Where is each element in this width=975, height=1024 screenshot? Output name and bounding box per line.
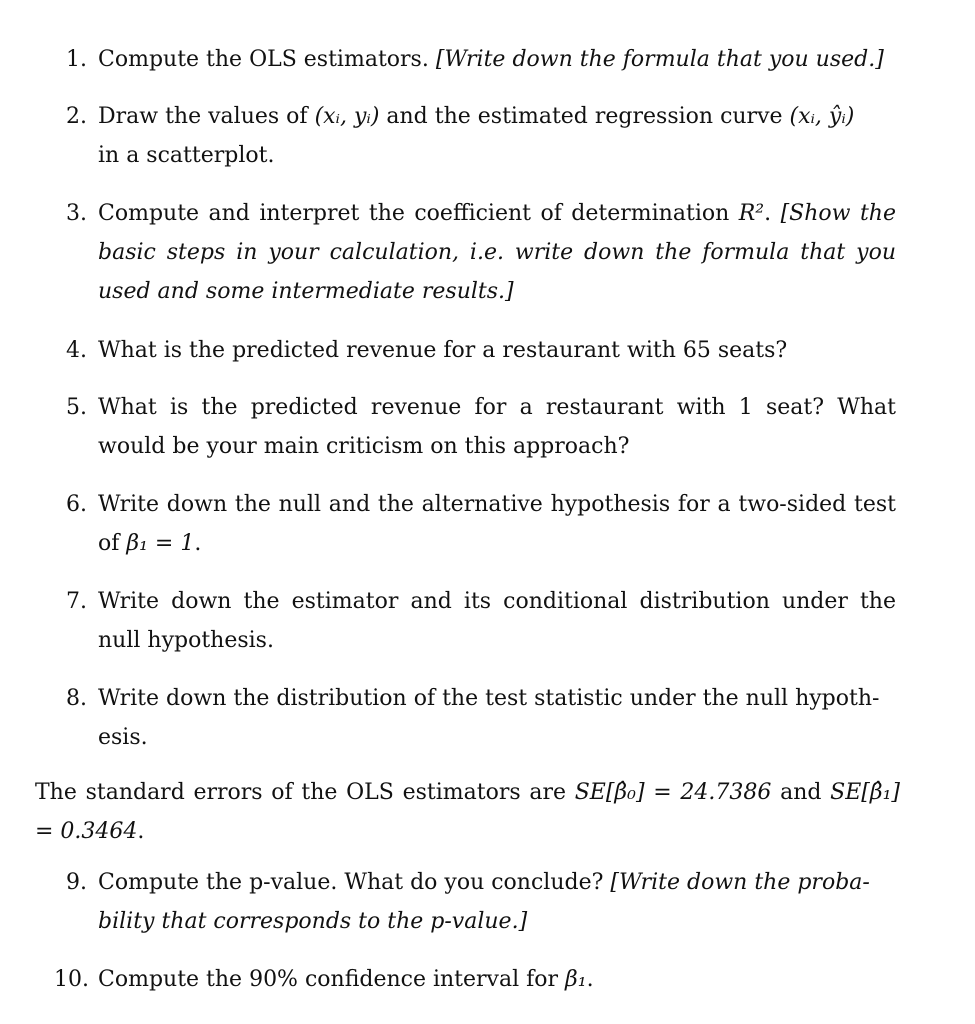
question-number: 3.	[66, 201, 87, 226]
question-punct: .	[586, 967, 594, 992]
question-punct: .	[764, 201, 772, 226]
question-number: 9.	[66, 870, 87, 895]
question-number: 4.	[66, 338, 87, 363]
question-number: 5.	[66, 395, 87, 420]
question-text: What is the predicted revenue for a restaurant with 1 seat? What would be your main criticism on this approach?	[98, 395, 896, 459]
question-number: 10.	[54, 967, 89, 992]
question-text-start: Draw the values of	[98, 104, 315, 129]
math-se-beta0: SE[β̂₀] = 24.7386	[574, 780, 772, 805]
question-7	[66, 582, 896, 660]
math-beta1: β₁	[565, 967, 587, 992]
standard-errors-paragraph	[35, 773, 900, 851]
question-2	[66, 97, 896, 175]
paragraph-text-middle: and	[771, 780, 831, 805]
question-6	[66, 485, 896, 563]
math-observed-pair: (xᵢ, yᵢ)	[314, 104, 380, 129]
question-text: What is the predicted revenue for a restaurant with 65 seats?	[98, 338, 788, 363]
question-text: Compute and interpret the coefficient of determination	[98, 201, 739, 226]
question-number: 6.	[66, 492, 87, 517]
question-text: Write down the distribution of the test statistic under the null hypoth- esis.	[98, 686, 880, 750]
question-text: Compute the p-value. What do you conclude?	[98, 870, 604, 895]
math-se-beta1: SE[β̂₁] = 0.3464	[35, 780, 901, 844]
question-number: 1.	[66, 47, 87, 72]
question-9	[66, 863, 896, 941]
paragraph-text-start: The standard errors of the OLS estimators are	[35, 780, 575, 805]
question-3	[66, 194, 896, 311]
question-number: 8.	[66, 686, 87, 711]
math-hypothesis-equation: β₁ = 1	[126, 531, 195, 556]
question-text-middle: and the estimated regression curve	[379, 104, 790, 129]
math-fitted-pair: (xᵢ, ŷᵢ)	[789, 104, 855, 129]
paragraph-punct: .	[137, 819, 145, 844]
question-number: 7.	[66, 589, 87, 614]
question-text-end: in a scatterplot.	[98, 143, 275, 168]
question-note: [Write down the formula that you used.]	[435, 47, 884, 72]
question-text: Write down the null and the alternative hypothesis for a two-sided test of	[98, 492, 896, 556]
question-note: [Write down the proba- bility that corresponds to the p-value.]	[98, 870, 870, 934]
question-10	[54, 960, 896, 999]
question-1	[66, 40, 896, 79]
question-4	[66, 331, 896, 370]
math-r-squared: R²	[738, 201, 765, 226]
question-number: 2.	[66, 104, 87, 129]
question-punct: .	[194, 531, 202, 556]
question-text: Compute the 90% confidence interval for	[98, 967, 566, 992]
question-text: Write down the estimator and its conditional distribution under the null hypothesis.	[98, 589, 896, 653]
question-text: Compute the OLS estimators.	[98, 47, 429, 72]
question-8	[66, 679, 896, 757]
question-5	[66, 388, 896, 466]
question-note: [Show the basic steps in your calculation, i.e. write down the formula that you used and some intermediate results.]	[98, 201, 896, 304]
